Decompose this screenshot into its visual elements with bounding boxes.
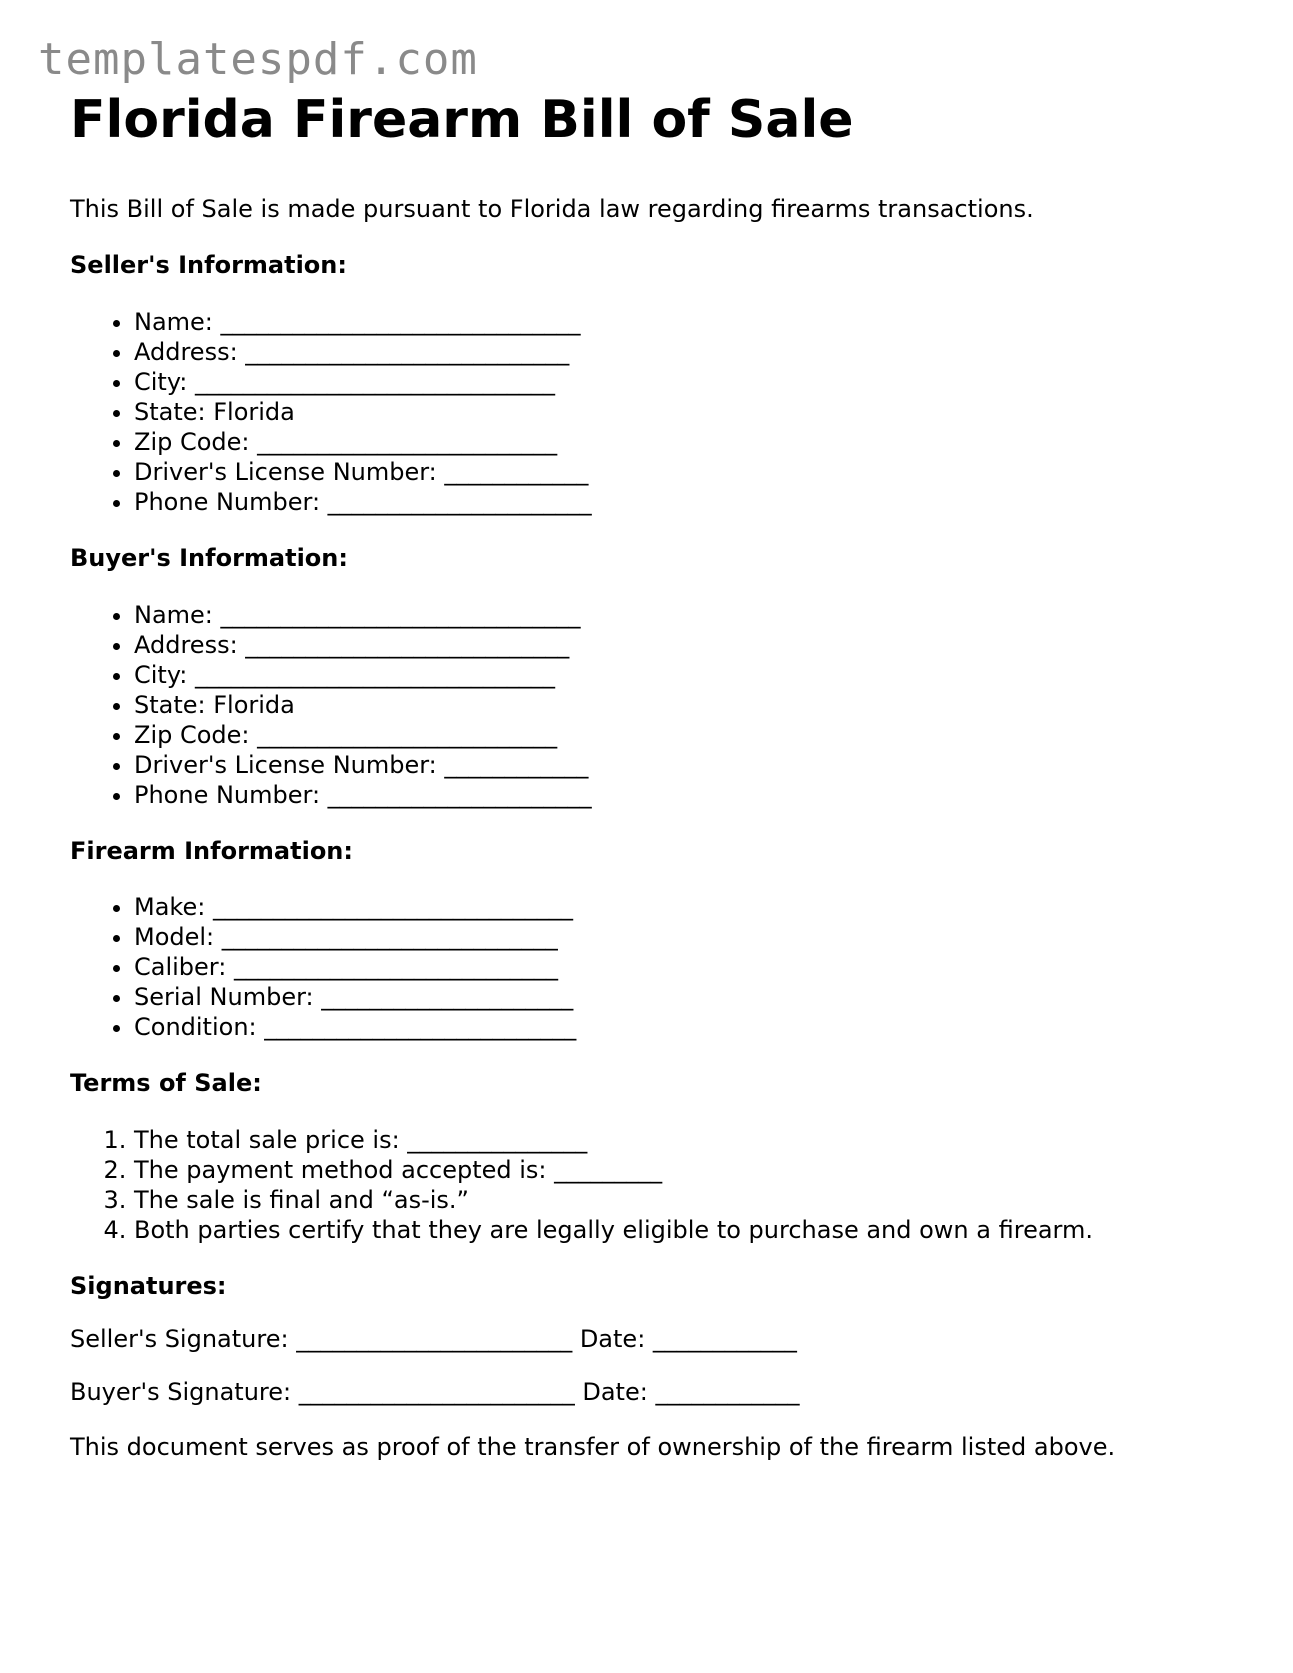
buyer-section-heading: Buyer's Information: (70, 543, 348, 572)
seller-name-field[interactable]: • Name: ______________________________ (134, 307, 1250, 337)
terms-list (70, 1125, 1250, 1245)
closing-paragraph: This document serves as proof of the transfer of ownership of the firearm listed above. (70, 1432, 1116, 1461)
buyer-state-field: • State: Florida (134, 690, 1250, 720)
seller-signature-line[interactable]: Seller's Signature: _______________________ Date: ____________ (70, 1324, 797, 1353)
firearm-make-field[interactable]: • Make: ______________________________ (134, 892, 1250, 922)
seller-city-field[interactable]: • City: ______________________________ (134, 367, 1250, 397)
firearm-section-heading: Firearm Information: (70, 836, 353, 865)
watermark-text: templatespdf.com (38, 34, 478, 85)
seller-info-list (70, 307, 1250, 517)
seller-section-heading: Seller's Information: (70, 250, 347, 279)
terms-as-is-clause: 3. The sale is final and “as-is.” (134, 1185, 1250, 1215)
seller-license-field[interactable]: • Driver's License Number: ____________ (134, 457, 1250, 487)
buyer-license-field[interactable]: • Driver's License Number: ____________ (134, 750, 1250, 780)
document-page (70, 92, 1250, 1461)
buyer-signature-line[interactable]: Buyer's Signature: _______________________ Date: ____________ (70, 1377, 800, 1406)
buyer-address-field[interactable]: • Address: ___________________________ (134, 630, 1250, 660)
terms-payment-method-field[interactable]: 2. The payment method accepted is: _________ (134, 1155, 1250, 1185)
firearm-condition-field[interactable]: • Condition: __________________________ (134, 1012, 1250, 1042)
firearm-serial-field[interactable]: • Serial Number: _____________________ (134, 982, 1250, 1012)
terms-section-heading: Terms of Sale: (70, 1069, 262, 1098)
seller-phone-field[interactable]: • Phone Number: ______________________ (134, 487, 1250, 517)
document-title: Florida Firearm Bill of Sale (70, 90, 854, 150)
buyer-phone-field[interactable]: • Phone Number: ______________________ (134, 780, 1250, 810)
buyer-name-field[interactable]: • Name: ______________________________ (134, 600, 1250, 630)
buyer-city-field[interactable]: • City: ______________________________ (134, 660, 1250, 690)
seller-state-field: • State: Florida (134, 397, 1250, 427)
seller-zip-field[interactable]: • Zip Code: _________________________ (134, 427, 1250, 457)
terms-eligibility-clause: 4. Both parties certify that they are legally eligible to purchase and own a firearm. (134, 1215, 1250, 1245)
terms-sale-price-field[interactable]: 1. The total sale price is: _______________ (134, 1125, 1250, 1155)
firearm-info-list (70, 892, 1250, 1042)
buyer-info-list (70, 600, 1250, 810)
firearm-caliber-field[interactable]: • Caliber: ___________________________ (134, 952, 1250, 982)
seller-address-field[interactable]: • Address: ___________________________ (134, 337, 1250, 367)
buyer-zip-field[interactable]: • Zip Code: _________________________ (134, 720, 1250, 750)
signatures-section-heading: Signatures: (70, 1272, 227, 1301)
firearm-model-field[interactable]: • Model: ____________________________ (134, 922, 1250, 952)
intro-paragraph: This Bill of Sale is made pursuant to Florida law regarding firearms transactions. (70, 195, 1034, 224)
